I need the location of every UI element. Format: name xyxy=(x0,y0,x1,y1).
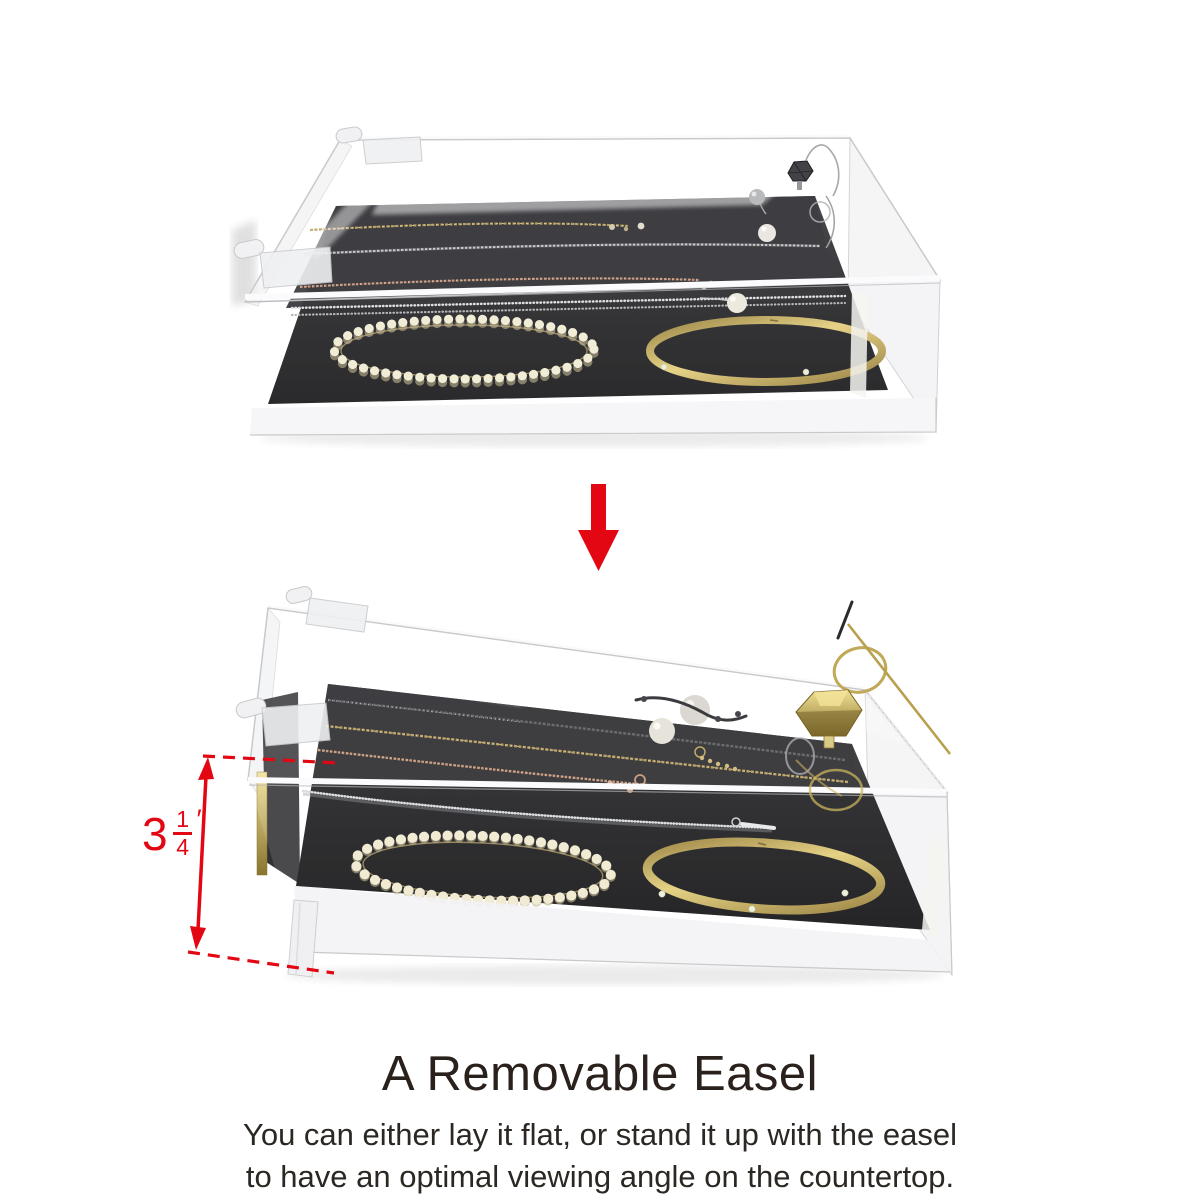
dimension-numerator: 1 xyxy=(173,808,192,835)
jewelry-case-on-easel-photo xyxy=(185,585,995,1000)
caption-line-2: to have an optimal viewing angle on the countertop. xyxy=(245,1159,955,1194)
jewelry-case-flat-photo xyxy=(225,105,955,460)
caption-line-1: You can either lay it flat, or stand it up with the easel xyxy=(243,1117,957,1152)
dimension-denominator: 4 xyxy=(176,834,189,860)
dimension-whole: 3 xyxy=(142,807,168,860)
caption-body xyxy=(0,1114,1200,1198)
case-glass xyxy=(245,136,940,435)
dimension-unit: ″ xyxy=(196,804,207,834)
dimension-label xyxy=(142,804,207,860)
dimension-fraction xyxy=(171,808,195,859)
caption-title: A Removable Easel xyxy=(381,1047,819,1101)
down-arrow-icon xyxy=(570,478,634,578)
case-glass xyxy=(248,606,952,975)
